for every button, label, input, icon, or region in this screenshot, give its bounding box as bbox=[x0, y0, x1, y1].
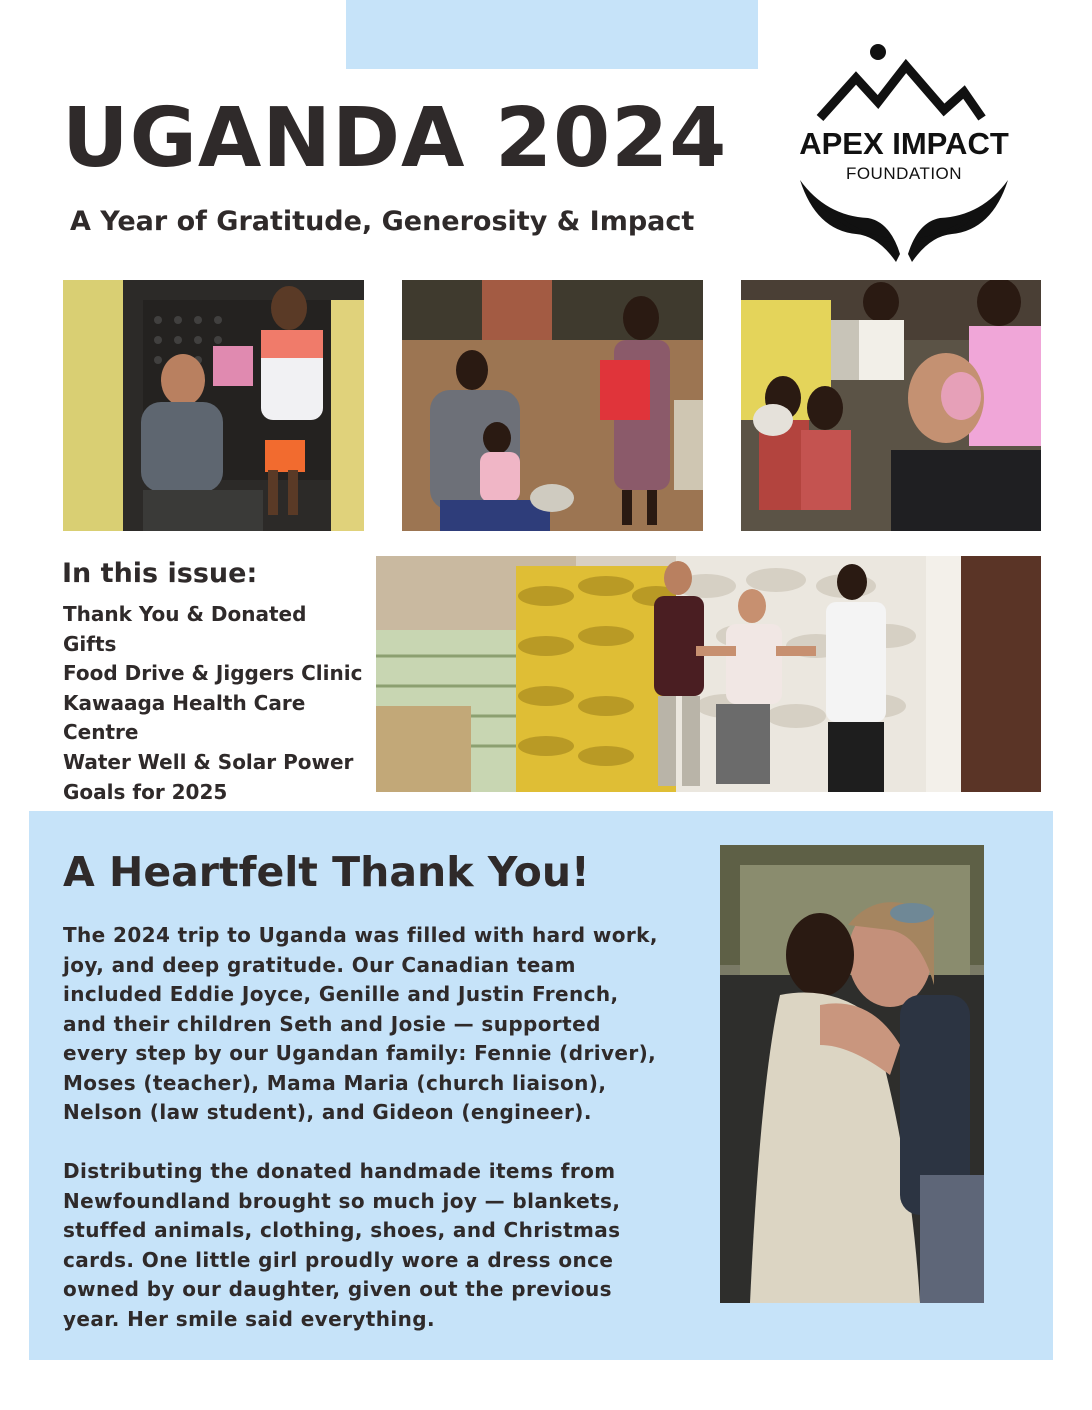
photo-girl-holding-red-folder bbox=[402, 280, 703, 531]
issue-item: Goals for 2025 bbox=[63, 779, 228, 804]
thank-you-heading: A Heartfelt Thank You! bbox=[63, 848, 590, 896]
top-accent-tab bbox=[346, 0, 758, 69]
photo-hug-in-vehicle bbox=[720, 845, 984, 1303]
newsletter-title: UGANDA 2024 bbox=[62, 91, 728, 186]
photo-selfie-with-children bbox=[741, 280, 1041, 531]
issue-item: Kawaaga Health Care Centre bbox=[63, 690, 306, 745]
thank-you-paragraph: The 2024 trip to Uganda was filled with hard work, joy, and deep gratitude. Our Canadian team included Eddie Joyce, Genille and Justin French, and their children Seth and Josie — supported every step by our Ugandan family: Fennie (driver), Moses (teacher), Mama Maria (church liaison), Nelson (law student), and Gideon (engineer). bbox=[63, 923, 658, 1124]
logo-name: APEX IMPACT bbox=[799, 126, 1009, 161]
issue-item: Water Well & Solar Power bbox=[63, 749, 354, 774]
apex-impact-logo bbox=[786, 40, 1022, 270]
photo-man-and-kids-in-vehicle bbox=[63, 280, 364, 531]
issue-contents-list bbox=[63, 600, 363, 807]
photo-food-drive-rice-sacks bbox=[376, 556, 1041, 792]
thank-you-paragraph: Distributing the donated handmade items from Newfoundland brought so much joy — blankets, stuffed animals, clothing, shoes, and Christmas cards. One little girl proudly wore a dress once owned by our daughter, given out the previous year. Her smile said everything. bbox=[63, 1159, 621, 1331]
issue-item: Food Drive & Jiggers Clinic bbox=[63, 661, 363, 686]
newsletter-subtitle: A Year of Gratitude, Generosity & Impact bbox=[70, 206, 695, 237]
logo-subname: FOUNDATION bbox=[845, 164, 963, 183]
issue-heading: In this issue: bbox=[62, 558, 258, 589]
issue-item: Thank You & Donated Gifts bbox=[63, 602, 307, 656]
